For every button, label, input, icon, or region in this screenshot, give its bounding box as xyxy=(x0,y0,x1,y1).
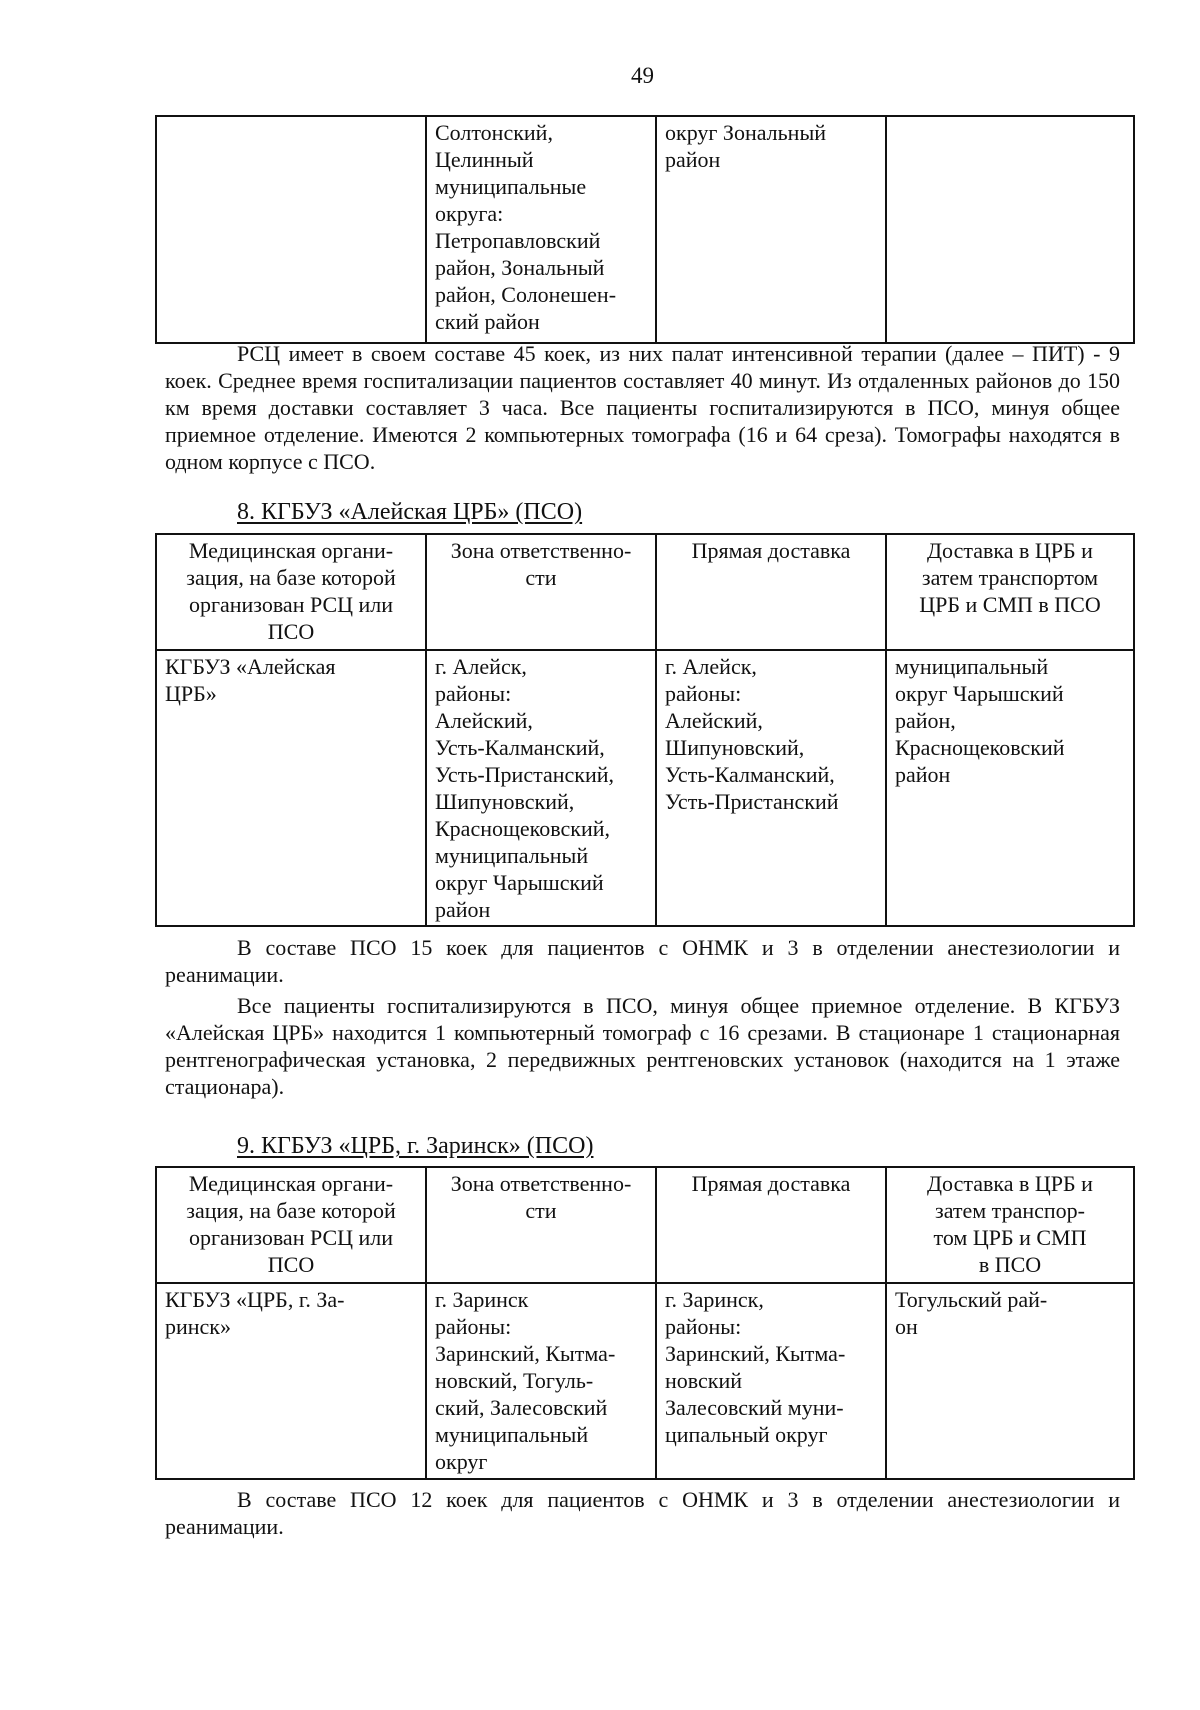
header-direct-delivery: Прямая доставка xyxy=(656,1167,886,1283)
cell-responsibility-zone: г. Заринск районы: Заринский, Кытма- новский, Тогуль- ский, Залесовский муниципальный округ xyxy=(426,1283,656,1479)
cell-direct-delivery: округ Зональный район xyxy=(656,116,886,343)
cell-organization: КГБУЗ «ЦРБ, г. За- ринск» xyxy=(156,1283,426,1479)
header-responsibility-zone: Зона ответственно- сти xyxy=(426,534,656,650)
cell-responsibility-zone: г. Алейск, районы: Алейский, Усть-Калманский, Усть-Пристанский, Шипуновский, Краснощековский, муниципальный округ Чарышский район xyxy=(426,650,656,926)
cell-responsibility-zone: Солтонский, Целинный муниципальные округа: Петропавловский район, Зональный район, Солонешен- ский район xyxy=(426,116,656,343)
section8-title: 8. КГБУЗ «Алейская ЦРБ» (ПСО) xyxy=(237,499,583,525)
cell-direct-delivery: г. Заринск, районы: Заринский, Кытма- новский Залесовский муни- ципальный округ xyxy=(656,1283,886,1479)
section9-paragraph-beds: В составе ПСО 12 коек для пациентов с ОНМК и 3 в отделении анестезиологии и реанимации. xyxy=(165,1487,1120,1539)
header-responsibility-zone: Зона ответственно- сти xyxy=(426,1167,656,1283)
header-direct-delivery: Прямая доставка xyxy=(656,534,886,650)
cell-organization xyxy=(156,116,426,343)
cell-crb-delivery: муниципальный округ Чарышский район, Краснощековский район xyxy=(886,650,1134,926)
header-organization: Медицинская органи- зация, на базе которой организован РСЦ или ПСО xyxy=(156,1167,426,1283)
table-header-row xyxy=(156,534,1134,650)
table-header-row xyxy=(156,1167,1134,1283)
table-row xyxy=(156,650,1134,926)
header-crb-delivery: Доставка в ЦРБ и затем транспортом ЦРБ и СМП в ПСО xyxy=(886,534,1134,650)
page-number: 49 xyxy=(631,63,654,88)
cell-crb-delivery xyxy=(886,116,1134,343)
cell-organization: КГБУЗ «Алейская ЦРБ» xyxy=(156,650,426,926)
table-row xyxy=(156,116,1134,343)
header-crb-delivery: Доставка в ЦРБ и затем транспор- том ЦРБ и СМП в ПСО xyxy=(886,1167,1134,1283)
table-section8 xyxy=(155,533,1135,927)
cell-crb-delivery: Тогульский рай- он xyxy=(886,1283,1134,1479)
section8-paragraph-beds: В составе ПСО 15 коек для пациентов с ОНМК и 3 в отделении анестезиологии и реанимации. xyxy=(165,935,1120,987)
table-row xyxy=(156,1283,1134,1479)
header-organization: Медицинская органи- зация, на базе которой организован РСЦ или ПСО xyxy=(156,534,426,650)
section8-paragraph-equipment: Все пациенты госпитализируются в ПСО, минуя общее приемное отделение. В КГБУЗ «Алейская ЦРБ» находится 1 компьютерный томограф с 16 срезами. В стационаре 1 стационарная рентгенографическая установка, 2 передвижных рентгеновских установок (находится на 1 этаже стационара). xyxy=(165,993,1120,1099)
paragraph-rsc: РСЦ имеет в своем составе 45 коек, из них палат интенсивной терапии (далее – ПИТ) - 9 коек. Среднее время госпитализации пациентов составляет 40 минут. Из отдаленных районов до 150 км время доставки составляет 3 часа. Все пациенты госпитализируются в ПСО, минуя общее приемное отделение. Имеются 2 компьютерных томографа (16 и 64 среза). Томографы находятся в одном корпусе с ПСО. xyxy=(165,341,1120,474)
section9-title: 9. КГБУЗ «ЦРБ, г. Заринск» (ПСО) xyxy=(237,1133,594,1159)
cell-direct-delivery: г. Алейск, районы: Алейский, Шипуновский, Усть-Калманский, Усть-Пристанский xyxy=(656,650,886,926)
table-continued xyxy=(155,115,1135,344)
table-section9 xyxy=(155,1166,1135,1480)
